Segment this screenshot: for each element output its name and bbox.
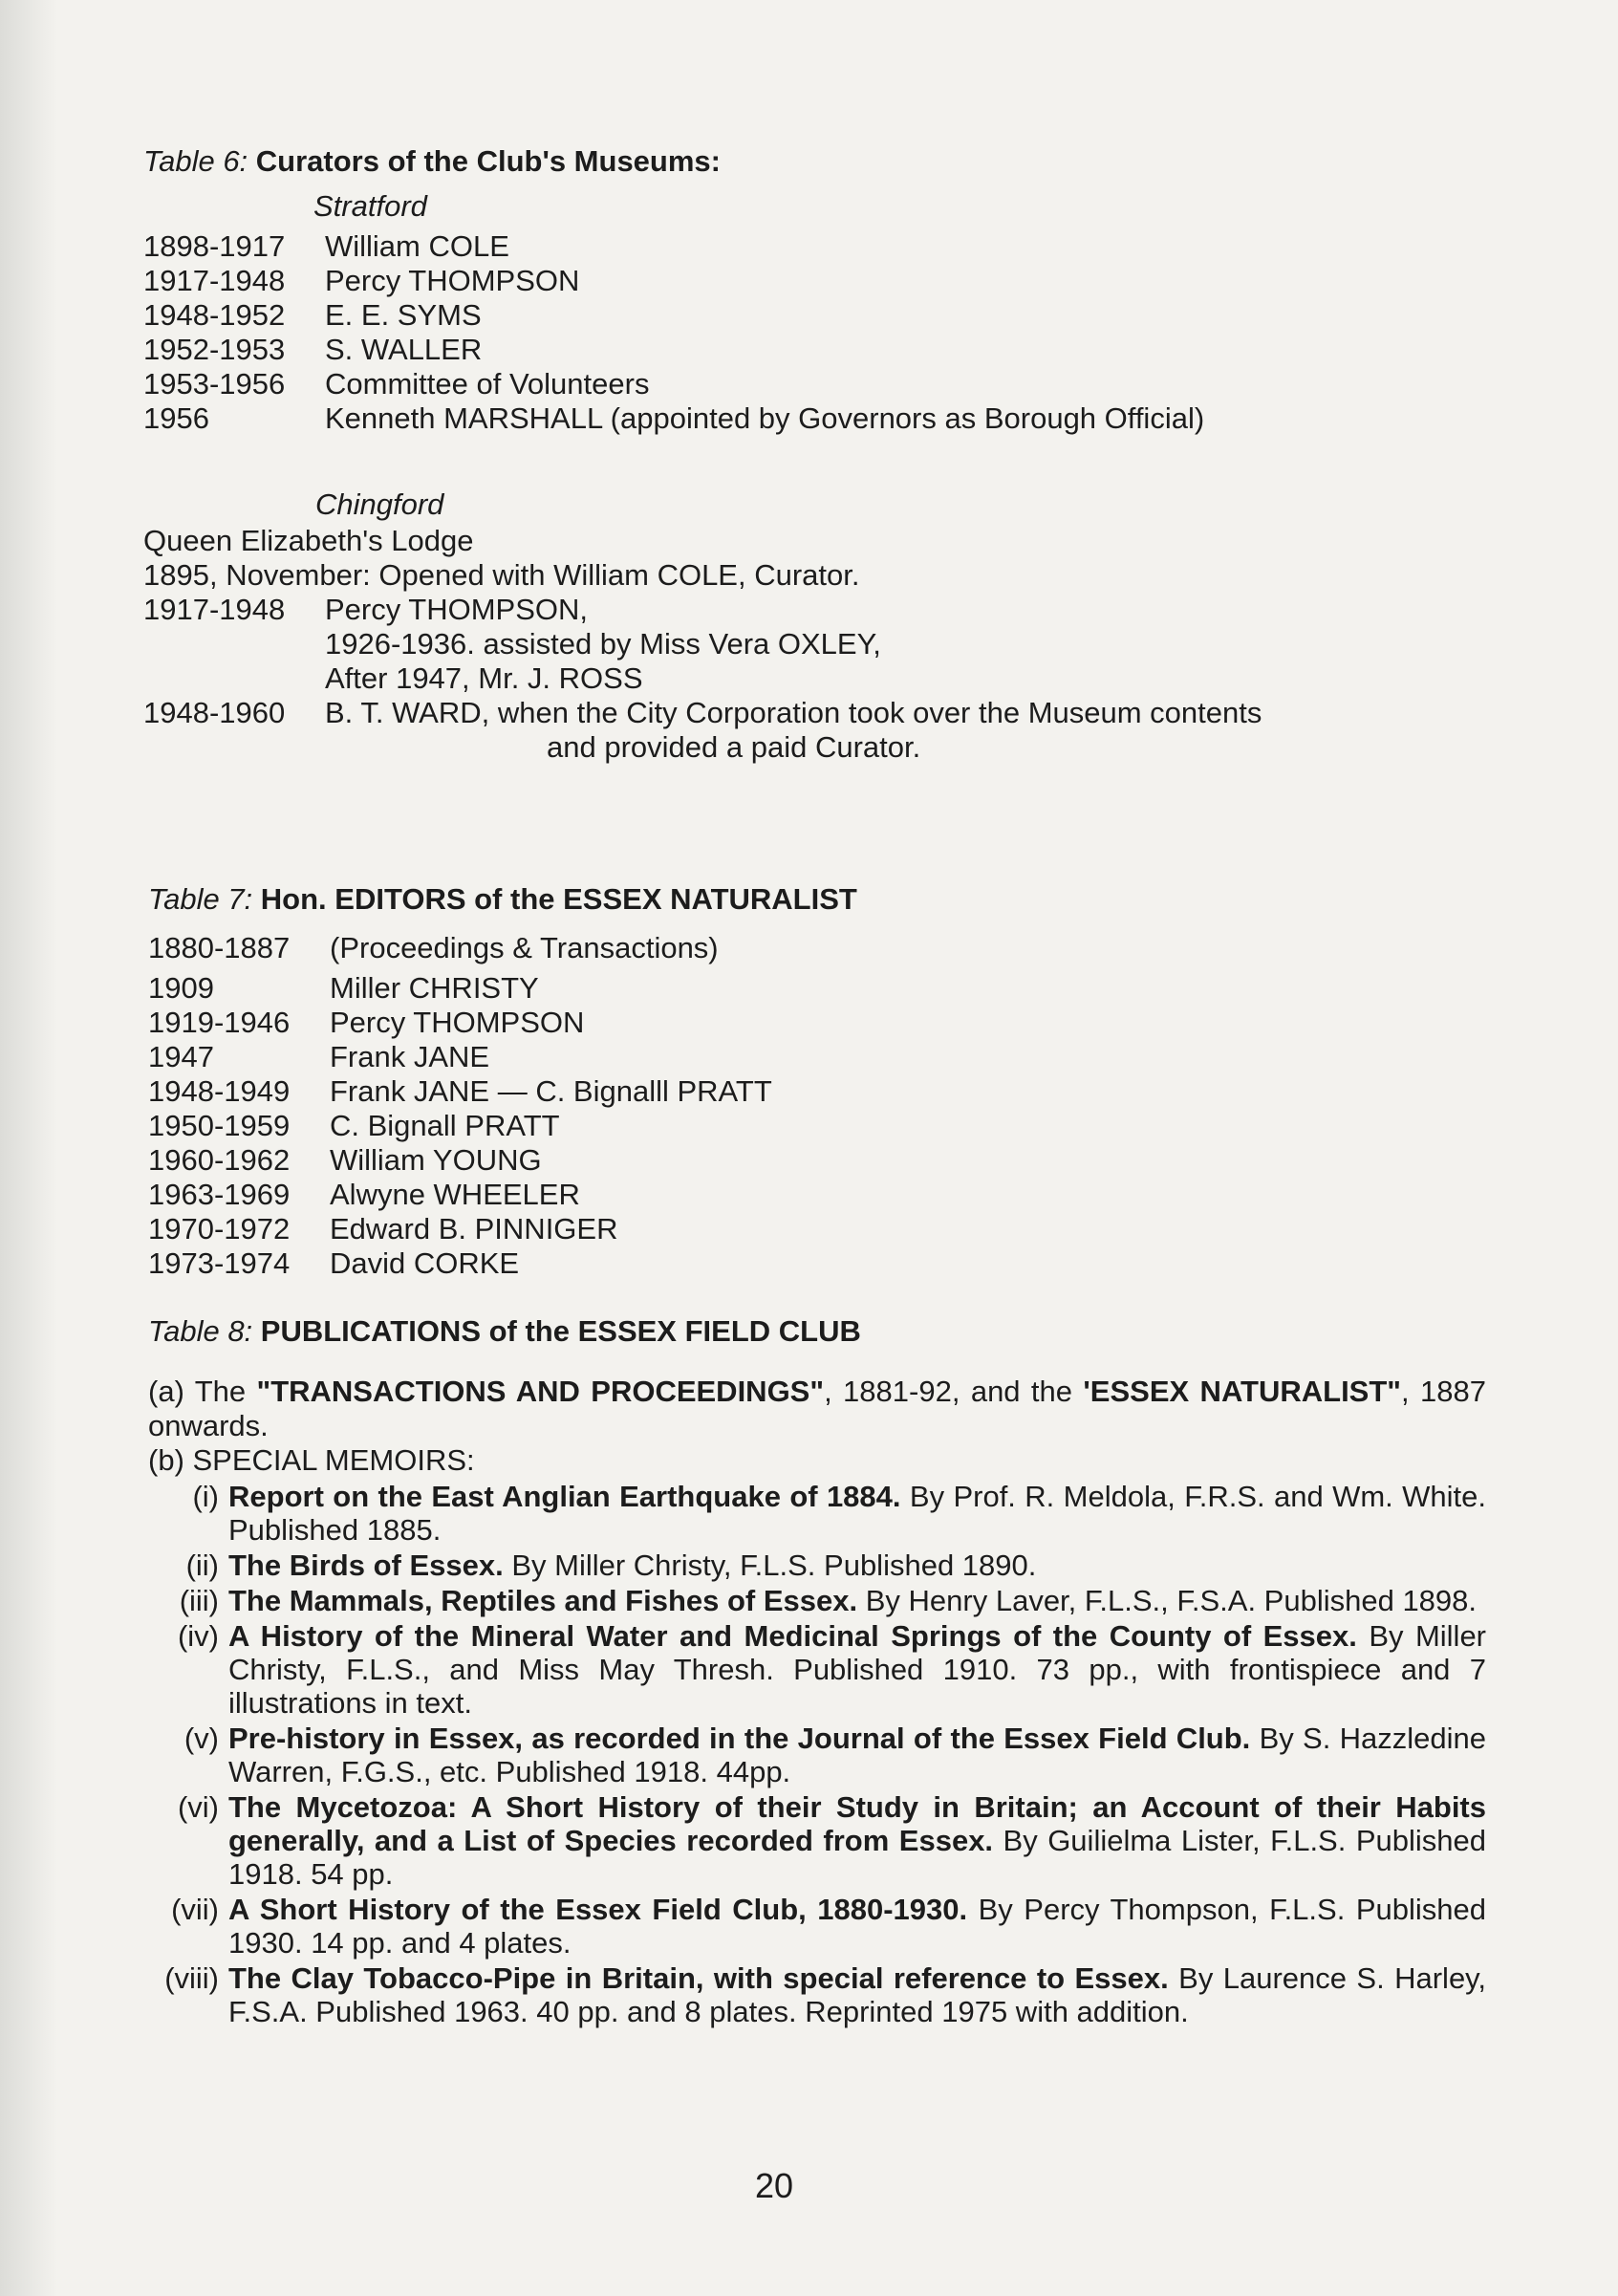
- years: 1963-1969: [148, 1178, 291, 1211]
- years: 1973-1974: [148, 1246, 291, 1280]
- memoir-number: (i): [192, 1480, 219, 1513]
- memoir-text: [228, 1722, 1486, 1788]
- years: 1960-1962: [148, 1143, 291, 1177]
- list-item: [148, 931, 1505, 965]
- memoir-details: By Henry Laver, F.L.S., F.S.A. Published 1898.: [857, 1584, 1478, 1617]
- table-8: [148, 1311, 1486, 2028]
- years: 1919-1946: [148, 1006, 291, 1039]
- list-item: [148, 1212, 1505, 1246]
- curator-name: Kenneth MARSHALL (appointed by Governors as Borough Official): [325, 401, 1205, 435]
- table-title: PUBLICATIONS of the ESSEX FIELD CLUB: [260, 1314, 861, 1348]
- years: 1917-1948: [143, 593, 286, 626]
- publication-a: [148, 1375, 1486, 1443]
- chingford-place: Queen Elizabeth's Lodge: [143, 524, 474, 557]
- list-item: [148, 1109, 1505, 1143]
- memoir-item: [148, 1722, 1486, 1788]
- curator-name: Percy THOMPSON,: [325, 593, 589, 626]
- memoir-number: (vi): [177, 1790, 219, 1824]
- years: 1898-1917: [143, 229, 286, 263]
- publication-a-prefix: (a) The: [148, 1375, 257, 1408]
- memoir-item: [148, 1480, 1486, 1547]
- chingford-heading: Chingford: [315, 487, 444, 521]
- editors-list: [148, 931, 1505, 1281]
- list-item: [143, 696, 1500, 730]
- memoir-number: (vii): [171, 1893, 219, 1926]
- editor-name: (Proceedings & Transactions): [330, 931, 719, 964]
- memoir-details: By Laurence S. Harley, F.S.A. Published 1963. 40 pp. and 8 plates. Reprinted 1975 with addition.: [228, 1961, 1486, 2028]
- chingford-note-line: 1926-1936. assisted by Miss Vera OXLEY,: [325, 627, 881, 661]
- years: 1917-1948: [143, 264, 286, 297]
- memoir-title: The Mammals, Reptiles and Fishes of Essex.: [228, 1584, 858, 1617]
- chingford-continuation: and provided a paid Curator.: [547, 730, 921, 764]
- years: 1948-1949: [148, 1074, 291, 1108]
- list-item: [143, 298, 1500, 333]
- years: 1953-1956: [143, 367, 286, 401]
- memoir-text: [228, 1961, 1486, 2028]
- table-title: Curators of the Club's Museums:: [255, 144, 721, 178]
- memoir-title: Pre-history in Essex, as recorded in the Journal of the Essex Field Club.: [228, 1722, 1251, 1755]
- memoirs-list: [148, 1480, 1486, 2028]
- memoir-number: (iv): [177, 1619, 219, 1653]
- memoir-details: By Miller Christy, F.L.S., and Miss May Thresh. Published 1910. 73 pp., with frontispiece and 7 illustrations in text.: [228, 1619, 1487, 1720]
- curator-name: Committee of Volunteers: [325, 367, 650, 401]
- memoir-text: [228, 1549, 1486, 1582]
- editor-name: Edward B. PINNIGER: [330, 1212, 618, 1245]
- list-item: [143, 229, 1500, 264]
- editor-name: C. Bignall PRATT: [330, 1109, 560, 1142]
- chingford-note: [143, 627, 1500, 696]
- table-7-heading: [148, 879, 1505, 920]
- memoir-number: (viii): [164, 1961, 219, 1995]
- memoir-text: [228, 1619, 1486, 1720]
- memoir-details: By Percy Thompson, F.L.S. Published 1930. 14 pp. and 4 plates.: [228, 1893, 1486, 1960]
- curator-name: E. E. SYMS: [325, 298, 482, 332]
- stratford-list: [143, 229, 1500, 436]
- years: 1948-1960: [143, 696, 286, 729]
- memoir-title: A Short History of the Essex Field Club, 1880-1930.: [228, 1893, 968, 1926]
- memoir-title: The Clay Tobacco-Pipe in Britain, with special reference to Essex.: [228, 1961, 1169, 1995]
- memoir-title: A History of the Mineral Water and Medicinal Springs of the County of Essex.: [228, 1619, 1357, 1653]
- years: 1970-1972: [148, 1212, 291, 1245]
- table-6: [143, 141, 1500, 765]
- memoir-item: [148, 1893, 1486, 1960]
- list-item: [143, 593, 1500, 627]
- list-item: [148, 1040, 1505, 1074]
- table-label: Table 7:: [148, 882, 253, 916]
- list-item: [143, 367, 1500, 401]
- curator-name: Percy THOMPSON: [325, 264, 580, 297]
- years: 1947: [148, 1040, 214, 1073]
- curator-name: William COLE: [325, 229, 509, 263]
- list-item: [148, 1006, 1505, 1040]
- curator-name: S. WALLER: [325, 333, 483, 366]
- editor-name: William YOUNG: [330, 1143, 542, 1177]
- publication-b-heading: (b) SPECIAL MEMOIRS:: [148, 1443, 475, 1477]
- table-label: Table 6:: [143, 144, 248, 178]
- list-item: [148, 1143, 1505, 1178]
- editor-name: Frank JANE — C. Bignalll PRATT: [330, 1074, 772, 1108]
- memoir-title: The Mycetozoa: A Short History of their Study in Britain; an Account of their Habits generally, and a List of Species recorded from Essex.: [228, 1790, 1486, 1857]
- list-item: [148, 1178, 1505, 1212]
- memoir-text: [228, 1893, 1486, 1960]
- memoir-text: [228, 1480, 1486, 1547]
- table-7: [148, 879, 1505, 1281]
- years: 1880-1887: [148, 931, 291, 964]
- table-8-heading: [148, 1311, 1486, 1352]
- years: 1909: [148, 971, 214, 1005]
- publication-a-title: "TRANSACTIONS AND PROCEEDINGS": [256, 1375, 825, 1408]
- memoir-details: By Miller Christy, F.L.S. Published 1890.: [503, 1549, 1037, 1582]
- editor-name: Percy THOMPSON: [330, 1006, 585, 1039]
- table-6-heading: [143, 141, 1500, 182]
- memoir-details: By Prof. R. Meldola, F.R.S. and Wm. White. Published 1885.: [228, 1480, 1486, 1547]
- list-item: [148, 1246, 1505, 1281]
- memoir-number: (v): [183, 1722, 219, 1755]
- scan-edge-shadow: [0, 0, 57, 2296]
- memoir-item: [148, 1961, 1486, 2028]
- publication-a-mid: , 1881-92, and the: [824, 1375, 1084, 1408]
- publication-a-title-2: 'ESSEX NATURALIST": [1083, 1375, 1401, 1408]
- publication-a-suffix: , 1887 onwards.: [148, 1375, 1486, 1442]
- years: 1948-1952: [143, 298, 286, 332]
- chingford-opened: 1895, November: Opened with William COLE, Curator.: [143, 558, 860, 592]
- table-title: Hon. EDITORS of the ESSEX NATURALIST: [260, 882, 857, 916]
- memoir-item: [148, 1549, 1486, 1582]
- chingford-note-line: After 1947, Mr. J. ROSS: [325, 661, 643, 695]
- table-label: Table 8:: [148, 1314, 253, 1348]
- years: 1956: [143, 401, 209, 435]
- memoir-text: [228, 1584, 1486, 1617]
- years: 1950-1959: [148, 1109, 291, 1142]
- memoir-title: The Birds of Essex.: [228, 1549, 504, 1582]
- years: 1952-1953: [143, 333, 286, 366]
- stratford-heading: Stratford: [313, 189, 427, 223]
- memoir-details: By Guilielma Lister, F.L.S. Published 1918. 54 pp.: [228, 1824, 1486, 1891]
- memoir-number: (ii): [185, 1549, 219, 1582]
- list-item: [148, 971, 1505, 1006]
- editor-name: Frank JANE: [330, 1040, 490, 1073]
- list-item: [148, 1074, 1505, 1109]
- editor-name: Alwyne WHEELER: [330, 1178, 580, 1211]
- memoir-details: By S. Hazzledine Warren, F.G.S., etc. Published 1918. 44pp.: [228, 1722, 1486, 1788]
- curator-name: B. T. WARD, when the City Corporation took over the Museum contents: [325, 696, 1262, 729]
- memoir-item: [148, 1584, 1486, 1617]
- memoir-item: [148, 1790, 1486, 1891]
- memoir-number: (iii): [179, 1584, 219, 1617]
- list-item: [143, 401, 1500, 436]
- editor-name: David CORKE: [330, 1246, 520, 1280]
- memoir-item: [148, 1619, 1486, 1720]
- list-item: [143, 264, 1500, 298]
- editor-name: Miller CHRISTY: [330, 971, 539, 1005]
- page-number: 20: [755, 2166, 794, 2205]
- memoir-title: Report on the East Anglian Earthquake of 1884.: [228, 1480, 901, 1513]
- memoir-text: [228, 1790, 1486, 1891]
- list-item: [143, 333, 1500, 367]
